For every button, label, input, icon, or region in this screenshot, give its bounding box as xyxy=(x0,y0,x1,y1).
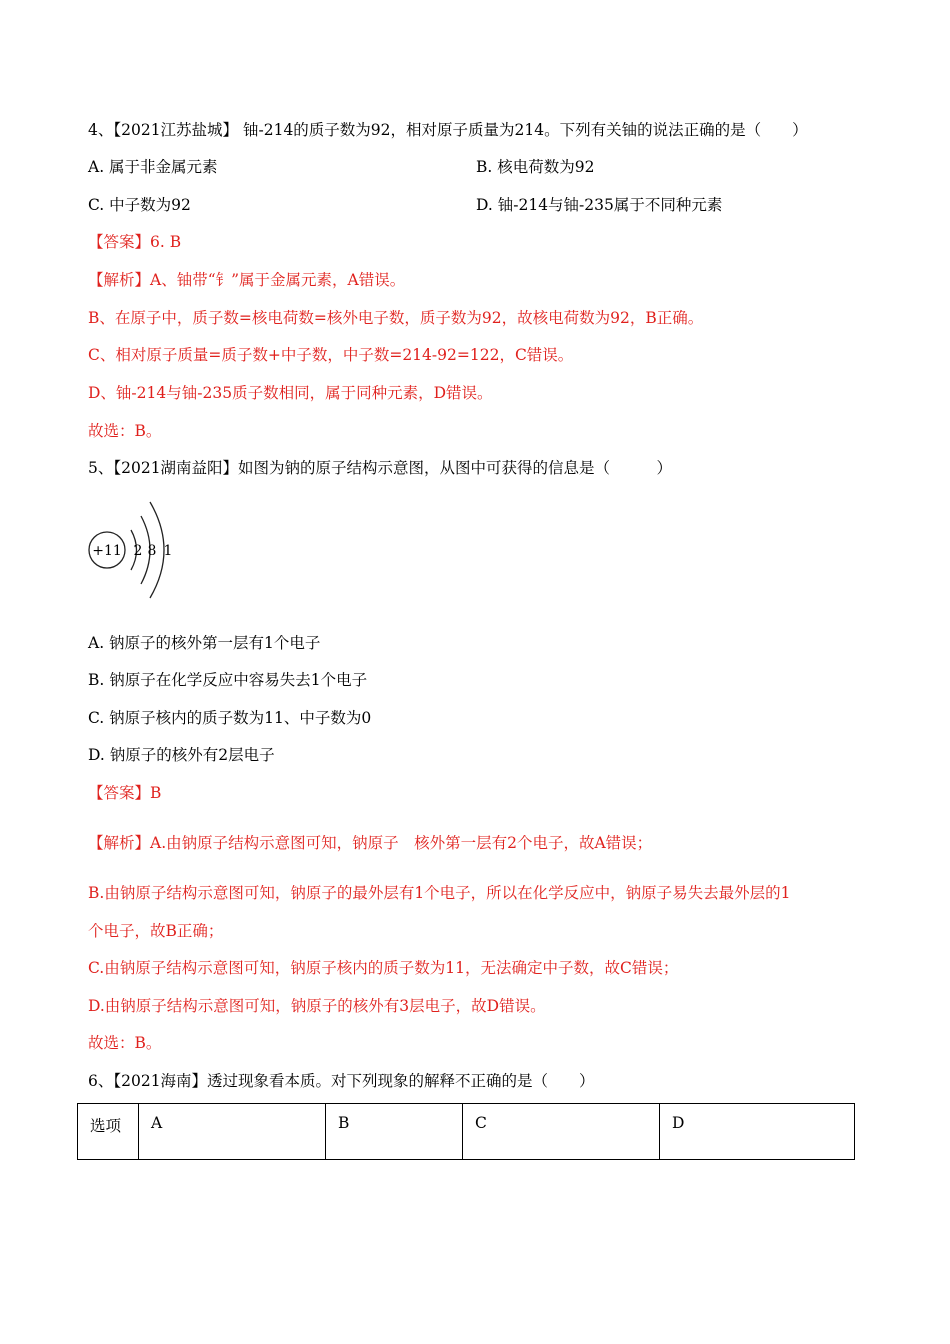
q4-option-b: B. 核电荷数为92 xyxy=(476,158,595,176)
shell-electron-count: 2 xyxy=(133,543,143,559)
q5-stem: 5、【2021湖南益阳】如图为钠的原子结构示意图，从图中可获得的信息是（ ） xyxy=(88,459,673,477)
sodium-atom-structure-diagram xyxy=(86,496,186,604)
q4-stem: 4、【2021江苏盐城】 铀-214的质子数为92，相对原子质量为214。下列有关铀的说法正确的是（ ） xyxy=(88,121,808,139)
table-row xyxy=(78,1104,855,1160)
q5-analysis-line: B.由钠原子结构示意图可知，钠原子的最外层有1个电子，所以在化学反应中，钠原子易失去最外层的1 xyxy=(88,884,791,902)
table-header-cell: D xyxy=(660,1104,855,1160)
q5-analysis-line: D.由钠原子结构示意图可知，钠原子的核外有3层电子，故D错误。 xyxy=(88,997,546,1015)
q5-option-b: B. 钠原子在化学反应中容易失去1个电子 xyxy=(88,671,368,689)
table-header-cell: A xyxy=(139,1104,326,1160)
q4-option-d: D. 铀-214与铀-235属于不同种元素 xyxy=(476,196,723,214)
table-header-cell: C xyxy=(463,1104,660,1160)
shell-electron-count: 1 xyxy=(163,543,173,559)
q5-analysis-line: 个电子，故B正确； xyxy=(88,922,224,940)
q4-analysis-line: C、相对原子质量=质子数+中子数，中子数=214-92=122，C错误。 xyxy=(88,346,574,364)
q5-analysis-line: 【解析】A.由钠原子结构示意图可知，钠原子 核外第一层有2个电子，故A错误； xyxy=(88,834,653,852)
q5-option-d: D. 钠原子的核外有2层电子 xyxy=(88,746,275,764)
q5-analysis-line: 故选：B。 xyxy=(88,1034,162,1052)
q4-analysis-line: 【解析】A、铀带“钅”属于金属元素，A错误。 xyxy=(88,271,406,289)
q4-analysis-line: D、铀-214与铀-235质子数相同，属于同种元素，D错误。 xyxy=(88,384,493,402)
q4-option-c: C. 中子数为92 xyxy=(88,196,191,214)
q4-answer: 【答案】6. B xyxy=(88,233,182,251)
q5-option-a: A. 钠原子的核外第一层有1个电子 xyxy=(88,634,321,652)
q5-answer: 【答案】B xyxy=(88,784,162,802)
q4-analysis-line: 故选：B。 xyxy=(88,422,162,440)
q6-options-table xyxy=(77,1103,855,1160)
q4-analysis-line: B、在原子中，质子数=核电荷数=核外电子数，质子数为92，故核电荷数为92，B正确。 xyxy=(88,309,704,327)
table-header-cell: B xyxy=(326,1104,463,1160)
table-header-cell: 选项 xyxy=(78,1104,139,1160)
q5-option-c: C. 钠原子核内的质子数为11、中子数为0 xyxy=(88,709,372,727)
shell-electron-count: 8 xyxy=(147,543,157,559)
q4-option-a: A. 属于非金属元素 xyxy=(88,158,218,176)
q6-stem: 6、【2021海南】透过现象看本质。对下列现象的解释不正确的是（ ） xyxy=(88,1072,595,1090)
nucleus-charge: +11 xyxy=(92,543,122,559)
q5-analysis-line: C.由钠原子结构示意图可知，钠原子核内的质子数为11，无法确定中子数，故C错误； xyxy=(88,959,679,977)
